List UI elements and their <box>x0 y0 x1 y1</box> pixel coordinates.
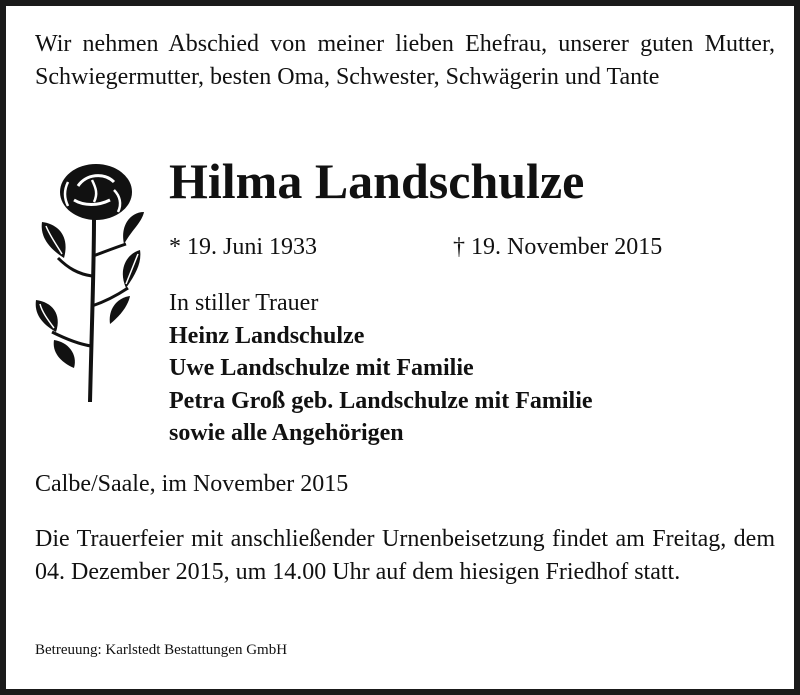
mourner-name: Petra Groß geb. Landschulze mit Familie <box>169 387 593 414</box>
deceased-name: Hilma Landschulze <box>169 153 585 209</box>
funeral-home-credit: Betreuung: Karlstedt Bestattungen GmbH <box>35 642 288 658</box>
funeral-info: Die Trauerfeier mit anschließender Urnenbeisetzung findet am Freitag, dem 04. Dezember 2015, um 14.00 Uhr auf dem hiesigen Friedhof statt. <box>35 526 775 585</box>
intro-text: Wir nehmen Abschied von meiner lieben Ehefrau, unserer guten Mutter, Schwiegermutter, besten Oma, Schwester, Schwägerin und Tante <box>35 31 775 90</box>
mourner-name: sowie alle Angehörigen <box>169 420 404 446</box>
rose-icon <box>34 156 146 402</box>
mourning-heading: In stiller Trauer <box>169 290 319 316</box>
mourners-block <box>169 287 593 450</box>
mourner-name: Heinz Landschulze <box>169 322 365 349</box>
mourner-name: Uwe Landschulze mit Familie <box>169 355 474 381</box>
death-date: † 19. November 2015 <box>453 234 663 260</box>
birth-date: * 19. Juni 1933 <box>169 234 318 260</box>
place-date: Calbe/Saale, im November 2015 <box>35 471 349 497</box>
